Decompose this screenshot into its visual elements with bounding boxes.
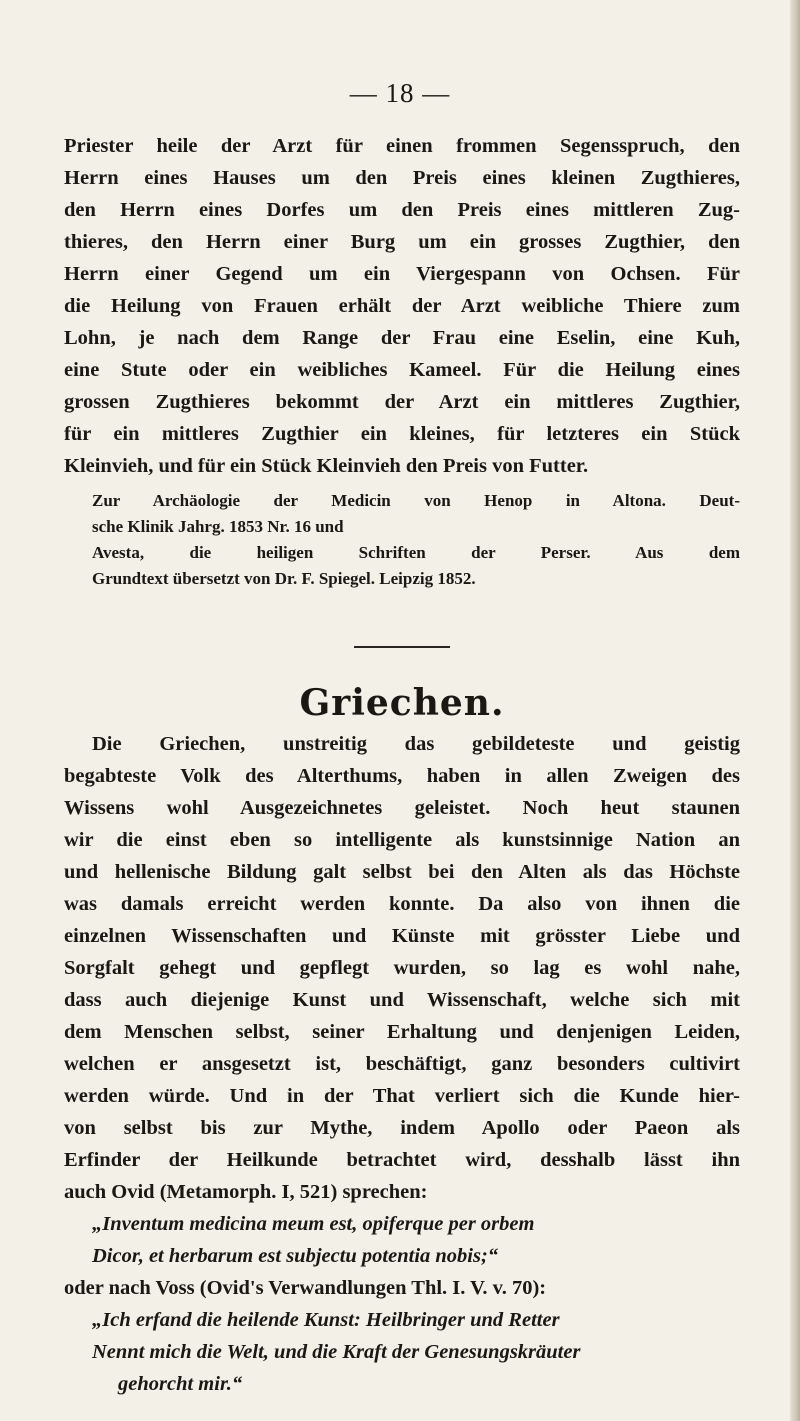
text-line: von selbst bis zur Mythe, indem Apollo oder Paeon als — [64, 1117, 740, 1139]
text-line: grossen Zugthieres bekommt der Arzt ein mittleres Zugthier, — [64, 391, 740, 413]
text-line: auch Ovid (Metamorph. I, 521) sprechen: — [64, 1181, 428, 1203]
text-line: was damals erreicht werden konnte. Da also von ihnen die — [64, 893, 740, 915]
text-line: für ein mittleres Zugthier ein kleines, für letzteres ein Stück — [64, 423, 740, 445]
text-line: dem Menschen selbst, seiner Erhaltung und denjenigen Leiden, — [64, 1021, 740, 1043]
page-edge — [790, 0, 800, 1421]
text-line: die Heilung von Frauen erhält der Arzt weibliche Thiere zum — [64, 295, 740, 317]
text-line: Lohn, je nach dem Range der Frau eine Eselin, eine Kuh, — [64, 327, 740, 349]
quote-line: „Inventum medicina meum est, opiferque per orbem — [92, 1213, 535, 1235]
section-heading: Griechen. — [299, 682, 505, 724]
text-line: Sorgfalt gehegt und gepflegt wurden, so lag es wohl nahe, — [64, 957, 740, 979]
text-line: Priester heile der Arzt für einen frommen Segensspruch, den — [64, 135, 740, 157]
text-line: und hellenische Bildung galt selbst bei den Alten als das Höchste — [64, 861, 740, 883]
text-line: oder nach Voss (Ovid's Verwandlungen Thl. I. V. v. 70): — [64, 1277, 547, 1299]
quote-line: Dicor, et herbarum est subjectu potentia nobis;“ — [92, 1245, 499, 1267]
paragraph-priester — [64, 130, 740, 482]
page-body — [64, 130, 740, 1400]
reference-line: sche Klinik Jahrg. 1853 Nr. 16 und — [92, 517, 344, 536]
text-line: eine Stute oder ein weibliches Kameel. Für die Heilung eines — [64, 359, 740, 381]
quote-line: gehorcht mir.“ — [118, 1373, 243, 1395]
page-number: — 18 — — [349, 78, 451, 108]
text-line: einzelnen Wissenschaften und Künste mit grösster Liebe und — [64, 925, 740, 947]
quote-line: Nennt mich die Welt, und die Kraft der Genesungskräuter — [92, 1341, 581, 1363]
text-line: thieres, den Herrn einer Burg um ein grosses Zugthier, den — [64, 231, 740, 253]
reference-line: Zur Archäologie der Medicin von Henop in Altona. Deut- — [92, 491, 740, 510]
text-line: Herrn einer Gegend um ein Viergespann von Ochsen. Für — [64, 263, 740, 285]
text-line: begabteste Volk des Alterthums, haben in allen Zweigen des — [64, 765, 740, 787]
section-divider — [354, 646, 450, 648]
text-line: Kleinvieh, und für ein Stück Kleinvieh den Preis von Futter. — [64, 455, 589, 477]
text-line: den Herrn eines Dorfes um den Preis eines mittleren Zug- — [64, 199, 740, 221]
text-line: dass auch diejenige Kunst und Wissenschaft, welche sich mit — [64, 989, 740, 1011]
text-line: wir die einst eben so intelligente als kunstsinnige Nation an — [64, 829, 740, 851]
reference-line: Avesta, die heiligen Schriften der Perser. Aus dem — [92, 543, 740, 562]
paragraph-griechen — [64, 728, 740, 1400]
text-line: Erfinder der Heilkunde betrachtet wird, desshalb lässt ihn — [64, 1149, 740, 1171]
text-line: werden würde. Und in der That verliert sich die Kunde hier- — [64, 1085, 740, 1107]
text-line: Herrn eines Hauses um den Preis eines kleinen Zugthieres, — [64, 167, 740, 189]
text-line: welchen er ansgesetzt ist, beschäftigt, ganz besonders cultivirt — [64, 1053, 740, 1075]
references — [64, 488, 740, 592]
text-line: Die Griechen, unstreitig das gebildeteste und geistig — [92, 733, 740, 755]
text-line: Wissens wohl Ausgezeichnetes geleistet. Noch heut staunen — [64, 797, 740, 819]
reference-line: Grundtext übersetzt von Dr. F. Spiegel. Leipzig 1852. — [92, 569, 476, 588]
quote-line: „Ich erfand die heilende Kunst: Heilbringer und Retter — [92, 1309, 560, 1331]
